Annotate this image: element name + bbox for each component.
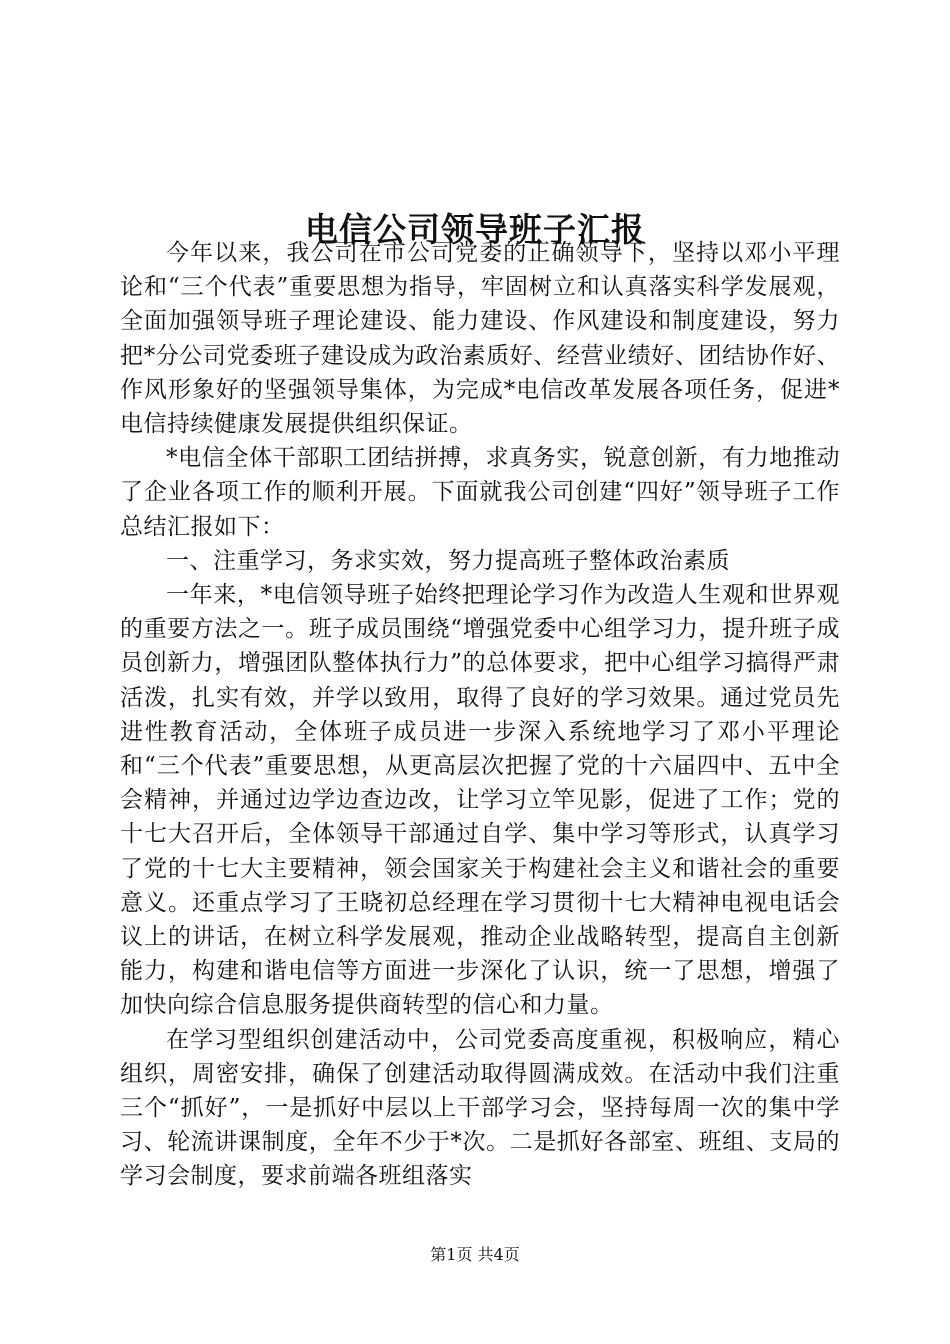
paragraph-overview: *电信全体干部职工团结拼搏，求真务实，锐意创新，有力地推动了企业各项工作的顺利开展。下面就我公司创建“四好”领导班子工作总结汇报如下： <box>120 445 840 540</box>
paragraph-intro: 今年以来，我公司在市公司党委的正确领导下，坚持以邓小平理论和“三个代表”重要思想为指导，牢固树立和认真落实科学发展观，全面加强领导班子理论建设、能力建设、作风建设和制度建设，努力把*分公司党委班子建设成为政治素质好、经营业绩好、团结协作好、作风形象好的坚强领导集体，为完成*电信改革发展各项任务，促进*电信持续健康发展提供组织保证。 <box>120 240 840 438</box>
document-body <box>120 236 840 1194</box>
document-title: 电信公司领导班子汇报 <box>305 210 645 250</box>
paragraph-learning-organization: 在学习型组织创建活动中，公司党委高度重视，积极响应，精心组织，周密安排，确保了创建活动取得圆满成效。在活动中我们注重三个“抓好”，一是抓好中层以上干部学习会，坚持每周一次的集中学习、轮流讲课制度，全年不少于*次。二是抓好各部室、班组、支局的学习会制度，要求前端各班组落实 <box>120 1026 840 1190</box>
paragraph-study: 一年来，*电信领导班子始终把理论学习作为改造人生观和世界观的重要方法之一。班子成员围绕“增强党委中心组学习力，提升班子成员创新力，增强团队整体执行力”的总体要求，把中心组学习搞得严肃活泼，扎实有效，并学以致用，取得了良好的学习效果。通过党员先进性教育活动，全体班子成员进一步深入系统地学习了邓小平理论和“三个代表”重要思想，从更高层次把握了党的十六届四中、五中全会精神，并通过边学边查边改，让学习立竿见影，促进了工作；党的十七大召开后，全体领导干部通过自学、集中学习等形式，认真学习了党的十七大主要精神，领会国家关于构建社会主义和谐社会的重要意义。还重点学习了王晓初总经理在学习贯彻十七大精神电视电话会议上的讲话，在树立科学发展观，推动企业战略转型，提高自主创新能力，构建和谐电信等方面进一步深化了认识，统一了思想，增强了加快向综合信息服务提供商转型的信心和力量。 <box>120 582 840 1019</box>
section-heading-1: 一、注重学习，务求实效，努力提高班子整体政治素质 <box>166 547 730 574</box>
page-number-footer: 第1页 共4页 <box>430 1245 520 1264</box>
